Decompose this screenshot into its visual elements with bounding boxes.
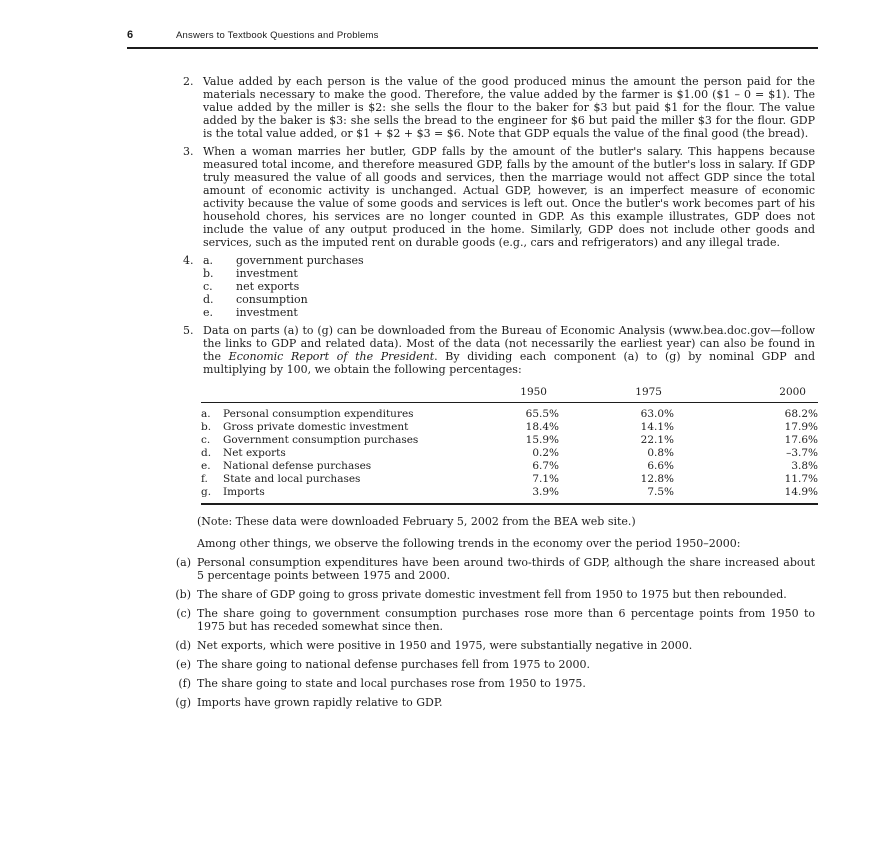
observation-label: (b) <box>175 588 191 601</box>
value-1975: 0.8% <box>647 447 674 459</box>
observation-label: (c) <box>176 607 191 620</box>
running-header-title: Answers to Textbook Questions and Problems <box>176 30 379 41</box>
observation-item-a <box>168 556 815 582</box>
part-label: b. <box>203 267 214 280</box>
value-1950: 18.4% <box>525 421 559 433</box>
answer-part <box>203 293 815 306</box>
answers-content <box>0 75 870 709</box>
observation-item-d <box>168 639 815 652</box>
row-label: d. <box>201 447 212 459</box>
value-1975: 12.8% <box>640 473 674 485</box>
value-1950: 3.9% <box>472 486 559 504</box>
row-label: a. <box>201 408 211 420</box>
page-header <box>127 30 818 41</box>
answer-part <box>203 254 815 267</box>
table-row <box>201 421 818 434</box>
observation-text: The share going to national defense purchases fell from 1975 to 2000. <box>197 658 591 671</box>
value-1950: 6.7% <box>532 460 559 472</box>
answer-number: 4. <box>183 254 194 267</box>
part-text: government purchases <box>236 254 364 267</box>
observation-text: The share going to state and local purchases rose from 1950 to 1975. <box>197 677 586 690</box>
answer-item-4 <box>183 254 815 319</box>
answer-item-3 <box>183 145 815 249</box>
value-2000: 68.2% <box>784 408 818 420</box>
row-name: Government consumption purchases <box>223 434 419 446</box>
value-1950: 65.5% <box>525 408 559 420</box>
answer-text: When a woman marries her butler, GDP falls by the amount of the butler's salary. This happens because measured total income, and therefore measured GDP, falls by the amount of the butler's loss in salary. If GDP truly measured the value of all goods and services, then the marriage would not affect GDP since the total amount of economic activity is unchanged. Actual GDP, however, is an imperfect measure of economic activity because the value of some goods and services is left out. Once the butler's work becomes part of his household chores, his services are no longer counted in GDP. As this example illustrates, GDP does not include the value of any output produced in the home. Similarly, GDP does not include other goods and services, such as the imputed rent on durable goods (e.g., cars and refrigerators) and any illegal trade. <box>203 145 815 249</box>
observation-label: (d) <box>175 639 191 652</box>
value-2000: 14.9% <box>674 486 818 504</box>
part-label: c. <box>203 280 213 293</box>
gdp-components-table <box>201 386 818 505</box>
observation-text: The share of GDP going to gross private domestic investment fell from 1950 to 1975 but then rebounded. <box>197 588 787 601</box>
column-header-1975: 1975 <box>559 386 674 403</box>
column-header-1950: 1950 <box>472 386 559 403</box>
table-source-note: (Note: These data were downloaded February 5, 2002 from the BEA web site.) <box>197 515 636 528</box>
table-row <box>201 403 818 422</box>
answer-part <box>203 267 815 280</box>
value-2000: –3.7% <box>786 447 818 459</box>
part-label: a. <box>203 254 214 267</box>
answer-part <box>203 306 815 319</box>
table-header-row <box>201 386 818 403</box>
part-text: investment <box>236 267 298 280</box>
answer-item-5 <box>183 324 815 376</box>
page-number: 6 <box>127 29 134 41</box>
part-text: investment <box>236 306 298 319</box>
answer-text-part1: Data on parts (a) to (g) can be downloaded from the Bureau of Economic Analysis (www.bea.doc.gov—follow the links to GDP and related data). Most of the data (not necessarily the earliest year) can also be found in the <box>203 324 815 363</box>
table-row <box>201 473 818 486</box>
row-name: Gross private domestic investment <box>223 421 409 433</box>
row-name: National defense purchases <box>223 460 372 472</box>
value-2000: 11.7% <box>784 473 818 485</box>
answer-text-part2: . By dividing each component (a) to (g) by nominal GDP and multiplying by 100, we obtain the following percentages: <box>203 350 815 376</box>
observation-item-c <box>168 607 815 633</box>
part-label: d. <box>203 293 214 306</box>
observation-text: Net exports, which were positive in 1950 and 1975, were substantially negative in 2000. <box>197 639 693 652</box>
value-1950: 0.2% <box>532 447 559 459</box>
observation-label: (g) <box>175 696 191 709</box>
value-1975: 63.0% <box>640 408 674 420</box>
column-header-2000: 2000 <box>674 386 818 403</box>
answer-number: 2. <box>183 75 194 88</box>
table-row <box>201 447 818 460</box>
answer-text: Value added by each person is the value of the good produced minus the amount the person paid for the materials necessary to make the good. Therefore, the value added by the farmer is $1.00 ($1 – 0 = $1). The value added by the miller is $2: she sells the flour to the baker for $3 but paid $1 for the flour. The value added by the baker is $3: she sells the bread to the engineer for $6 but paid the miller $3 for the flour. GDP is the total value added, or $1 + $2 + $3 = $6. Note that GDP equals the value of the final good (the bread). <box>203 75 815 140</box>
observation-label: (e) <box>175 658 191 671</box>
part-text: consumption <box>236 293 308 306</box>
observation-text: Personal consumption expenditures have been around two-thirds of GDP, although the share increased about 5 percentage points between 1975 and 2000. <box>197 556 815 582</box>
answer-parts-list <box>203 254 815 319</box>
value-2000: 17.9% <box>784 421 818 433</box>
value-2000: 3.8% <box>791 460 818 472</box>
row-label: e. <box>201 460 211 472</box>
row-label: g. <box>201 486 223 504</box>
value-1975: 22.1% <box>640 434 674 446</box>
table-header-spacer <box>201 386 472 403</box>
part-text: net exports <box>236 280 300 293</box>
value-1950: 15.9% <box>525 434 559 446</box>
value-2000: 17.6% <box>784 434 818 446</box>
italic-citation: Economic Report of the President <box>228 350 435 363</box>
row-label: c. <box>201 434 211 446</box>
part-label: e. <box>203 306 214 319</box>
table-row <box>201 486 818 504</box>
value-1975: 7.5% <box>559 486 674 504</box>
row-label: b. <box>201 421 212 433</box>
table-row <box>201 460 818 473</box>
value-1950: 7.1% <box>532 473 559 485</box>
observation-text: The share going to government consumption purchases rose more than 6 percentage points from 1950 to 1975 but has receded somewhat since then. <box>197 607 815 633</box>
observation-label: (f) <box>178 677 191 690</box>
row-name: Personal consumption expenditures <box>223 408 414 420</box>
row-name: Imports <box>223 486 472 504</box>
observation-item-f <box>168 677 815 690</box>
observation-item-e <box>168 658 815 671</box>
row-name: Net exports <box>223 447 286 459</box>
observation-label: (a) <box>175 556 191 569</box>
table-row <box>201 434 818 447</box>
answer-item-2 <box>183 75 815 140</box>
row-name: State and local purchases <box>223 473 361 485</box>
observations-intro: Among other things, we observe the following trends in the economy over the period 1950–2000: <box>197 537 741 550</box>
answer-number: 5. <box>183 324 194 337</box>
row-label: f. <box>201 473 208 485</box>
observation-item-b <box>168 588 815 601</box>
observation-item-g <box>168 696 815 709</box>
answer-part <box>203 280 815 293</box>
observation-text: Imports have grown rapidly relative to GDP. <box>197 696 443 709</box>
header-rule <box>127 47 818 49</box>
value-1975: 6.6% <box>647 460 674 472</box>
answer-text <box>203 324 815 376</box>
answer-number: 3. <box>183 145 194 158</box>
value-1975: 14.1% <box>640 421 674 433</box>
